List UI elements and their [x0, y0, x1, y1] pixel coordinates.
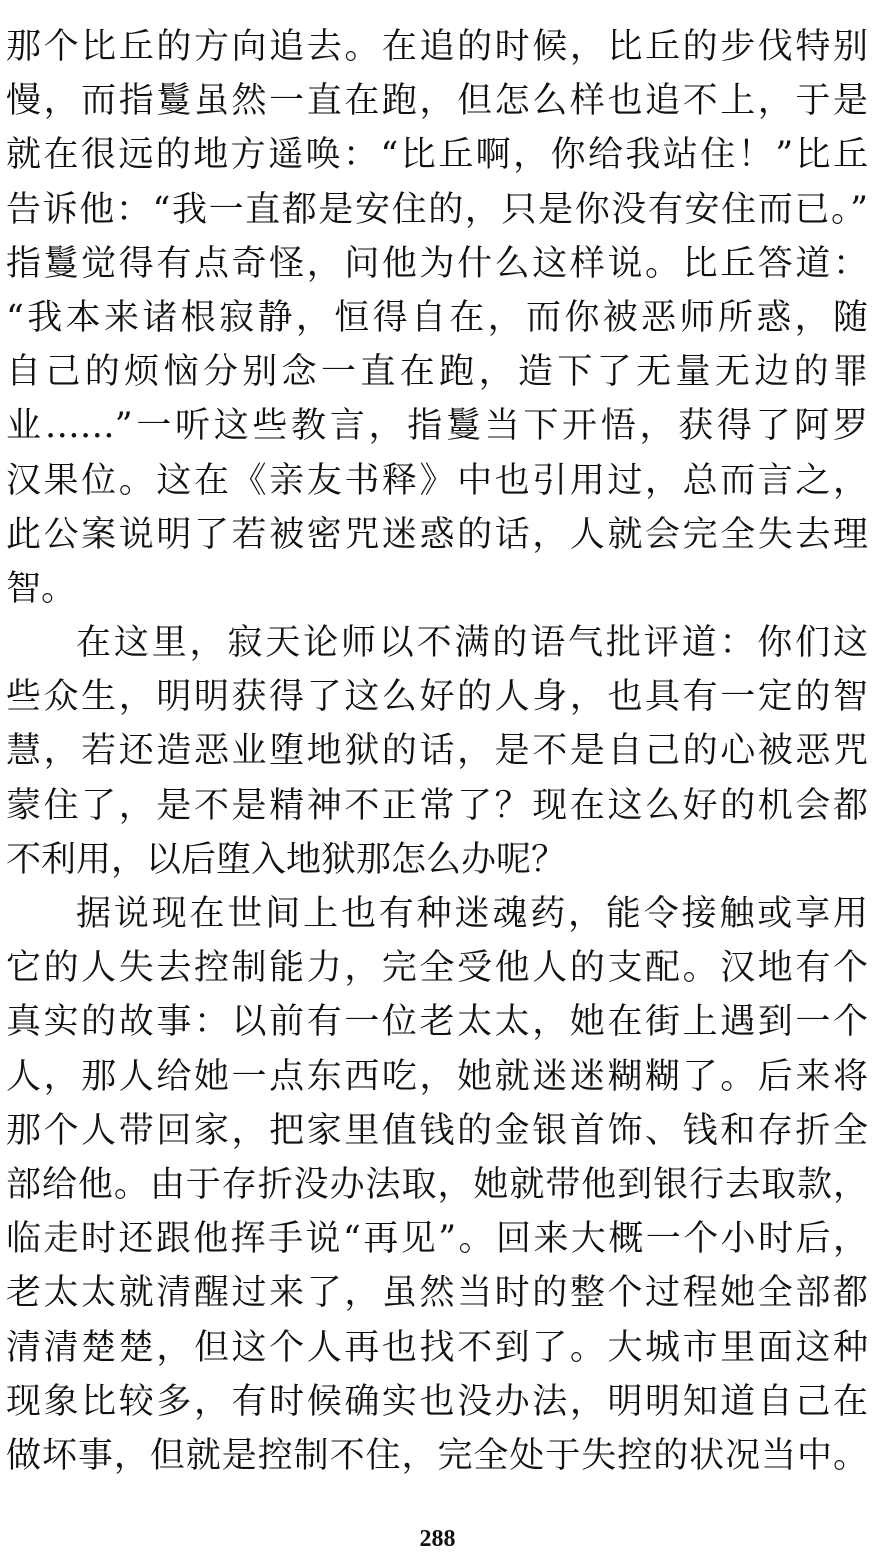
text-line: 告诉他：“我一直都是安住的，只是你没有安住而已。” — [6, 189, 868, 230]
text-line: 在这里，寂天论师以不满的语气批评道：你们这 — [76, 623, 868, 664]
text-line: 部给他。由于存折没办法取，她就带他到银行去取款， — [6, 1164, 868, 1205]
text-line: 智。 — [6, 568, 77, 609]
text-line: 此公案说明了若被密咒迷惑的话，人就会完全失去理 — [6, 514, 868, 555]
text-line: 人，那人给她一点东西吃，她就迷迷糊糊了。后来将 — [6, 1056, 868, 1097]
text-line: 真实的故事：以前有一位老太太，她在街上遇到一个 — [6, 1002, 868, 1043]
text-line: “我本来诸根寂静，恒得自在，而你被恶师所惑，随 — [6, 297, 868, 338]
text-line: 蒙住了，是不是精神不正常了？现在这么好的机会都 — [6, 785, 868, 826]
text-line: 现象比较多，有时候确实也没办法，明明知道自己在 — [6, 1381, 868, 1422]
text-line: 它的人失去控制能力，完全受他人的支配。汉地有个 — [6, 948, 868, 989]
body-text — [6, 20, 868, 1483]
text-line: 自己的烦恼分别念一直在跑，造下了无量无边的罪 — [6, 352, 868, 393]
text-line: 临走时还跟他挥手说“再见”。回来大概一个小时后， — [6, 1219, 868, 1260]
text-line: 业……”一听这些教言，指鬘当下开悟，获得了阿罗 — [6, 406, 868, 447]
text-line: 些众生，明明获得了这么好的人身，也具有一定的智 — [6, 677, 868, 718]
text-line: 不利用，以后堕入地狱那怎么办呢？ — [6, 839, 567, 880]
text-line: 那个人带回家，把家里值钱的金银首饰、钱和存折全 — [6, 1110, 868, 1151]
page-number: 288 — [419, 1526, 456, 1552]
text-line: 做坏事，但就是控制不住，完全处于失控的状况当中。 — [6, 1435, 868, 1476]
text-line: 慧，若还造恶业堕地狱的话，是不是自己的心被恶咒 — [6, 731, 868, 772]
text-line: 指鬘觉得有点奇怪，问他为什么这样说。比丘答道： — [6, 243, 868, 284]
text-line: 老太太就清醒过来了，虽然当时的整个过程她全部都 — [6, 1273, 868, 1314]
text-line: 汉果位。这在《亲友书释》中也引用过，总而言之， — [6, 460, 868, 501]
text-line: 据说现在世间上也有种迷魂药，能令接触或享用 — [76, 894, 868, 934]
text-line: 慢，而指鬘虽然一直在跑，但怎么样也追不上，于是 — [6, 81, 868, 122]
text-line: 就在很远的地方遥唤：“比丘啊，你给我站住！”比丘 — [6, 135, 868, 176]
text-line: 那个比丘的方向追去。在追的时候，比丘的步伐特别 — [6, 27, 868, 67]
text-line: 清清楚楚，但这个人再也找不到了。大城市里面这种 — [6, 1327, 868, 1368]
